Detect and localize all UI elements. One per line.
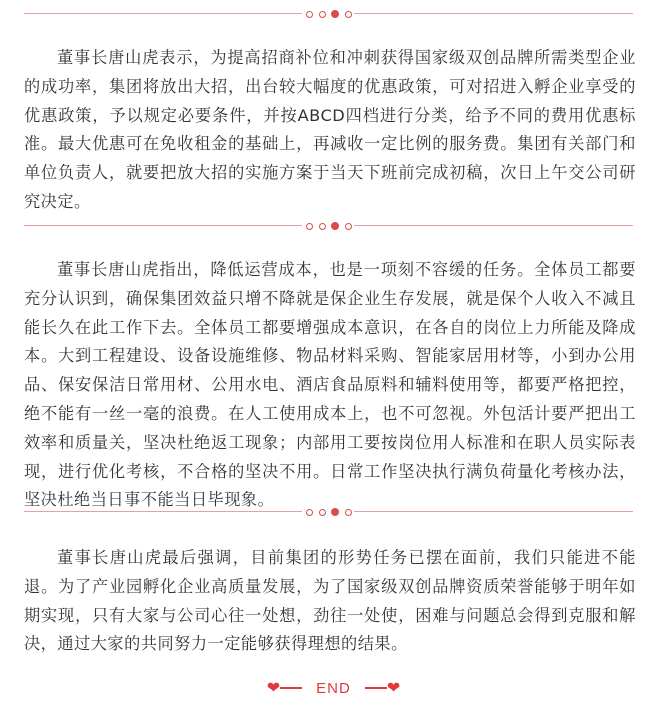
end-deco-left xyxy=(267,680,302,696)
dot-icon xyxy=(306,11,313,18)
dot-icon xyxy=(345,11,352,18)
heart-icon: ❤ xyxy=(386,678,401,697)
dot-icon xyxy=(345,223,352,230)
paragraph-1: 董事长唐山虎表示，为提高招商补位和冲刺获得国家级双创品牌所需类型企业的成功率，集团将放出大招，出台较大幅度的优惠政策，可对招进入孵企业享受的优惠政策，予以规定必要条件，并按ABCD四档进行分类，给予不同的费用优惠标准。最大优惠可在免收租金的基础上，再减收一定比例的服务费。集团有关部门和单位负责人，就要把放大招的实施方案于当天下班前完成初稿，次日上午交公司研究决定。 xyxy=(24,48,636,211)
dot-icon xyxy=(345,509,352,516)
dot-filled-icon xyxy=(331,508,339,516)
dash-line xyxy=(365,687,387,689)
dot-filled-icon xyxy=(331,10,339,18)
dot-filled-icon xyxy=(331,222,339,230)
section-divider xyxy=(24,220,633,232)
heart-icon: ❤ xyxy=(266,678,281,697)
divider-dots xyxy=(306,220,352,232)
paragraph-2: 董事长唐山虎指出，降低运营成本，也是一项刻不容缓的任务。全体员工都要充分认识到，确保集团效益只增不降就是保企业生存发展，就是保个人收入不减且能长久在此工作下去。全体员工都要增强成本意识，在各自的岗位上力所能及降成本。大到工程建设、设备设施维修、物品材料采购、智能家居用材等，小到办公用品、保安保洁日常用材、公用水电、酒店食品原料和辅料使用等，都要严格把控，绝不能有一丝一毫的浪费。在人工使用成本上，也不可忽视。外包活计要严把出工效率和质量关，坚决杜绝返工现象；内部用工要按岗位用人标准和在职人员实际表现，进行优化考核，不合格的坚决不用。日常工作坚决执行满负荷量化考核办法，坚决杜绝当日事不能当日毕现象。 xyxy=(24,260,636,510)
divider-line xyxy=(354,511,633,512)
divider-line xyxy=(24,13,302,14)
divider-line xyxy=(354,13,633,14)
dot-icon xyxy=(306,509,313,516)
end-label: END xyxy=(316,679,351,697)
divider-line xyxy=(354,225,633,226)
divider-line xyxy=(24,511,302,512)
dot-icon xyxy=(319,11,326,18)
dot-icon xyxy=(319,223,326,230)
dash-line xyxy=(280,687,302,689)
section-divider xyxy=(24,8,633,20)
paragraph-3: 董事长唐山虎最后强调，目前集团的形势任务已摆在面前，我们只能进不能退。为了产业园孵化企业高质量发展，为了国家级双创品牌资质荣誉能够于明年如期实现，只有大家与公司心往一处想，劲往一处使，困难与问题总会得到克服和解决，通过大家的共同努力一定能够获得理想的结果。 xyxy=(24,548,636,654)
end-marker xyxy=(0,676,667,700)
divider-dots xyxy=(306,506,352,518)
dot-icon xyxy=(306,223,313,230)
section-divider xyxy=(24,506,633,518)
divider-line xyxy=(24,225,302,226)
divider-dots xyxy=(306,8,352,20)
dot-icon xyxy=(319,509,326,516)
end-deco-right xyxy=(365,680,400,696)
